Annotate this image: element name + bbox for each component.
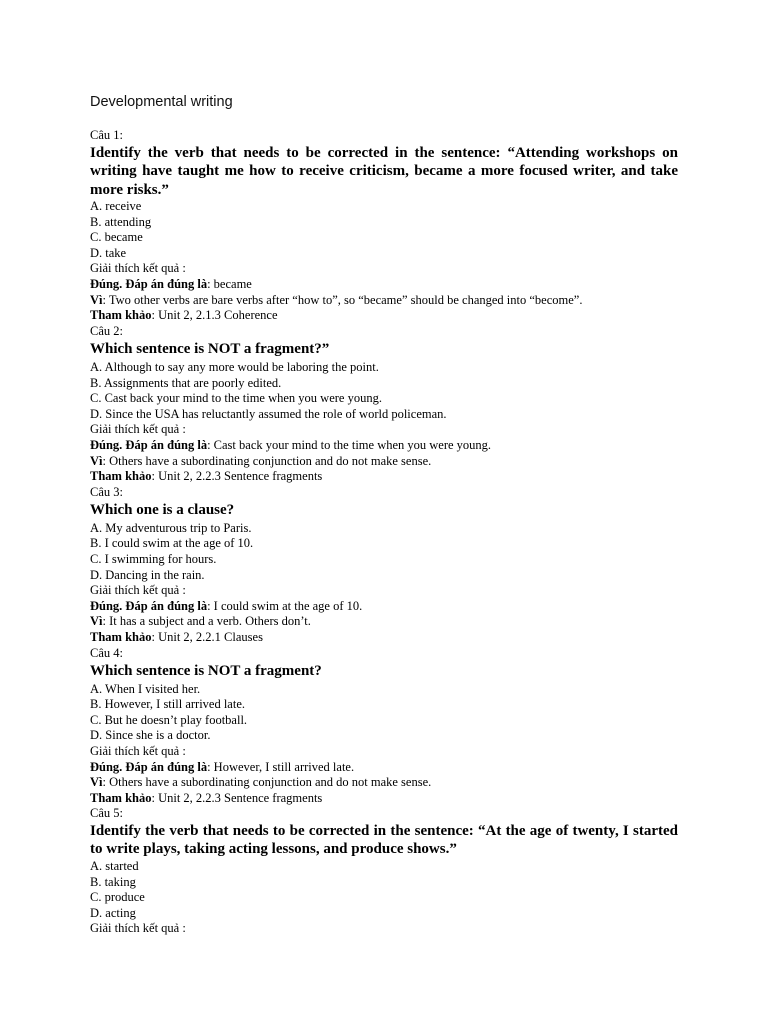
reference-label: Tham khảo [90,629,152,644]
option-c: C. produce [90,890,145,905]
reason-value: : Others have a subordinating conjunction and do not make sense. [102,453,432,468]
correct-answer [90,277,678,293]
correct-answer-value: : became [207,277,252,292]
page-title: Developmental writing [90,94,233,110]
question-3 [90,485,678,646]
question-4 [90,646,678,807]
reason [90,454,678,470]
option-d: D. Dancing in the rain. [90,567,205,582]
option-c: C. Cast back your mind to the time when you were young. [90,391,382,406]
question-text: Which one is a clause? [90,502,235,519]
reason-label: Vì [90,292,103,307]
reason-label: Vì [90,775,103,790]
correct-label: Đúng. Đáp án đúng là [90,759,208,774]
option-list [90,682,678,744]
question-text: Identify the verb that needs to be corrected in the sentence: “Attending workshops on writing have taught me how to receive criticism, became a more focused writer, and take more risks.” [90,144,678,198]
question-number: Câu 4: [90,645,123,660]
correct-answer-value: : However, I still arrived late. [207,759,355,774]
reason [90,775,678,791]
option-list [90,199,678,261]
reference [90,630,678,646]
option-d: D. Since she is a doctor. [90,728,211,743]
correct-label: Đúng. Đáp án đúng là [90,437,208,452]
option-b: B. Assignments that are poorly edited. [90,375,282,390]
question-2 [90,324,678,485]
question-number: Câu 5: [90,806,123,821]
question-1 [90,128,678,324]
correct-answer-value: : Cast back your mind to the time when you were young. [207,437,492,452]
option-c: C. became [90,230,143,245]
question-number: Câu 1: [90,128,123,142]
correct-answer [90,599,678,615]
reference-value: : Unit 2, 2.2.3 Sentence fragments [151,469,323,484]
reference [90,791,678,807]
reason-value: : It has a subject and a verb. Others don’t. [102,614,311,629]
reference [90,308,678,324]
question-text: Which sentence is NOT a fragment?” [90,341,330,358]
question-number: Câu 2: [90,323,123,338]
question-text: Which sentence is NOT a fragment? [90,663,322,680]
option-c: C. But he doesn’t play football. [90,712,248,727]
option-c: C. I swimming for hours. [90,551,217,566]
document-page [90,92,678,937]
option-list [90,360,678,422]
reference-value: : Unit 2, 2.1.3 Coherence [151,308,278,323]
reference-value: : Unit 2, 2.2.1 Clauses [151,629,263,644]
explanation-heading: Giải thích kết quả : [90,744,186,758]
correct-label: Đúng. Đáp án đúng là [90,598,208,613]
option-a: A. receive [90,199,142,214]
explanation-heading: Giải thích kết quả : [90,921,186,936]
option-a: A. My adventurous trip to Paris. [90,520,252,535]
option-a: A. Although to say any more would be laboring the point. [90,359,379,374]
reason-value: : Two other verbs are bare verbs after “how to”, so “became” should be changed into “become”. [102,292,583,307]
option-b: B. attending [90,214,152,229]
option-b: B. I could swim at the age of 10. [90,536,254,551]
explanation-heading: Giải thích kết quả : [90,261,186,276]
option-a: A. When I visited her. [90,681,201,696]
explanation-heading: Giải thích kết quả : [90,422,186,437]
correct-answer-value: : I could swim at the age of 10. [207,598,363,613]
option-b: B. taking [90,874,136,889]
question-number: Câu 3: [90,484,123,499]
reference-label: Tham khảo [90,469,152,484]
reason-label: Vì [90,614,103,629]
option-d: D. Since the USA has reluctantly assumed the role of world policeman. [90,406,447,421]
reason-value: : Others have a subordinating conjunction and do not make sense. [102,775,432,790]
option-b: B. However, I still arrived late. [90,697,246,712]
correct-answer [90,760,678,776]
option-list [90,521,678,583]
question-5 [90,806,678,937]
correct-label: Đúng. Đáp án đúng là [90,277,208,292]
reason [90,293,678,309]
reason-label: Vì [90,453,103,468]
reference-value: : Unit 2, 2.2.3 Sentence fragments [151,790,323,805]
question-text: Identify the verb that needs to be corrected in the sentence: “At the age of twenty, I started to write plays, taking acting lessons, and produce shows.” [90,822,678,858]
option-a: A. started [90,858,139,873]
explanation-heading: Giải thích kết quả : [90,583,186,598]
correct-answer [90,438,678,454]
reference [90,469,678,485]
reference-label: Tham khảo [90,790,152,805]
option-d: D. take [90,245,127,260]
reference-label: Tham khảo [90,308,152,323]
option-list [90,859,678,921]
option-d: D. acting [90,905,136,920]
reason [90,614,678,630]
